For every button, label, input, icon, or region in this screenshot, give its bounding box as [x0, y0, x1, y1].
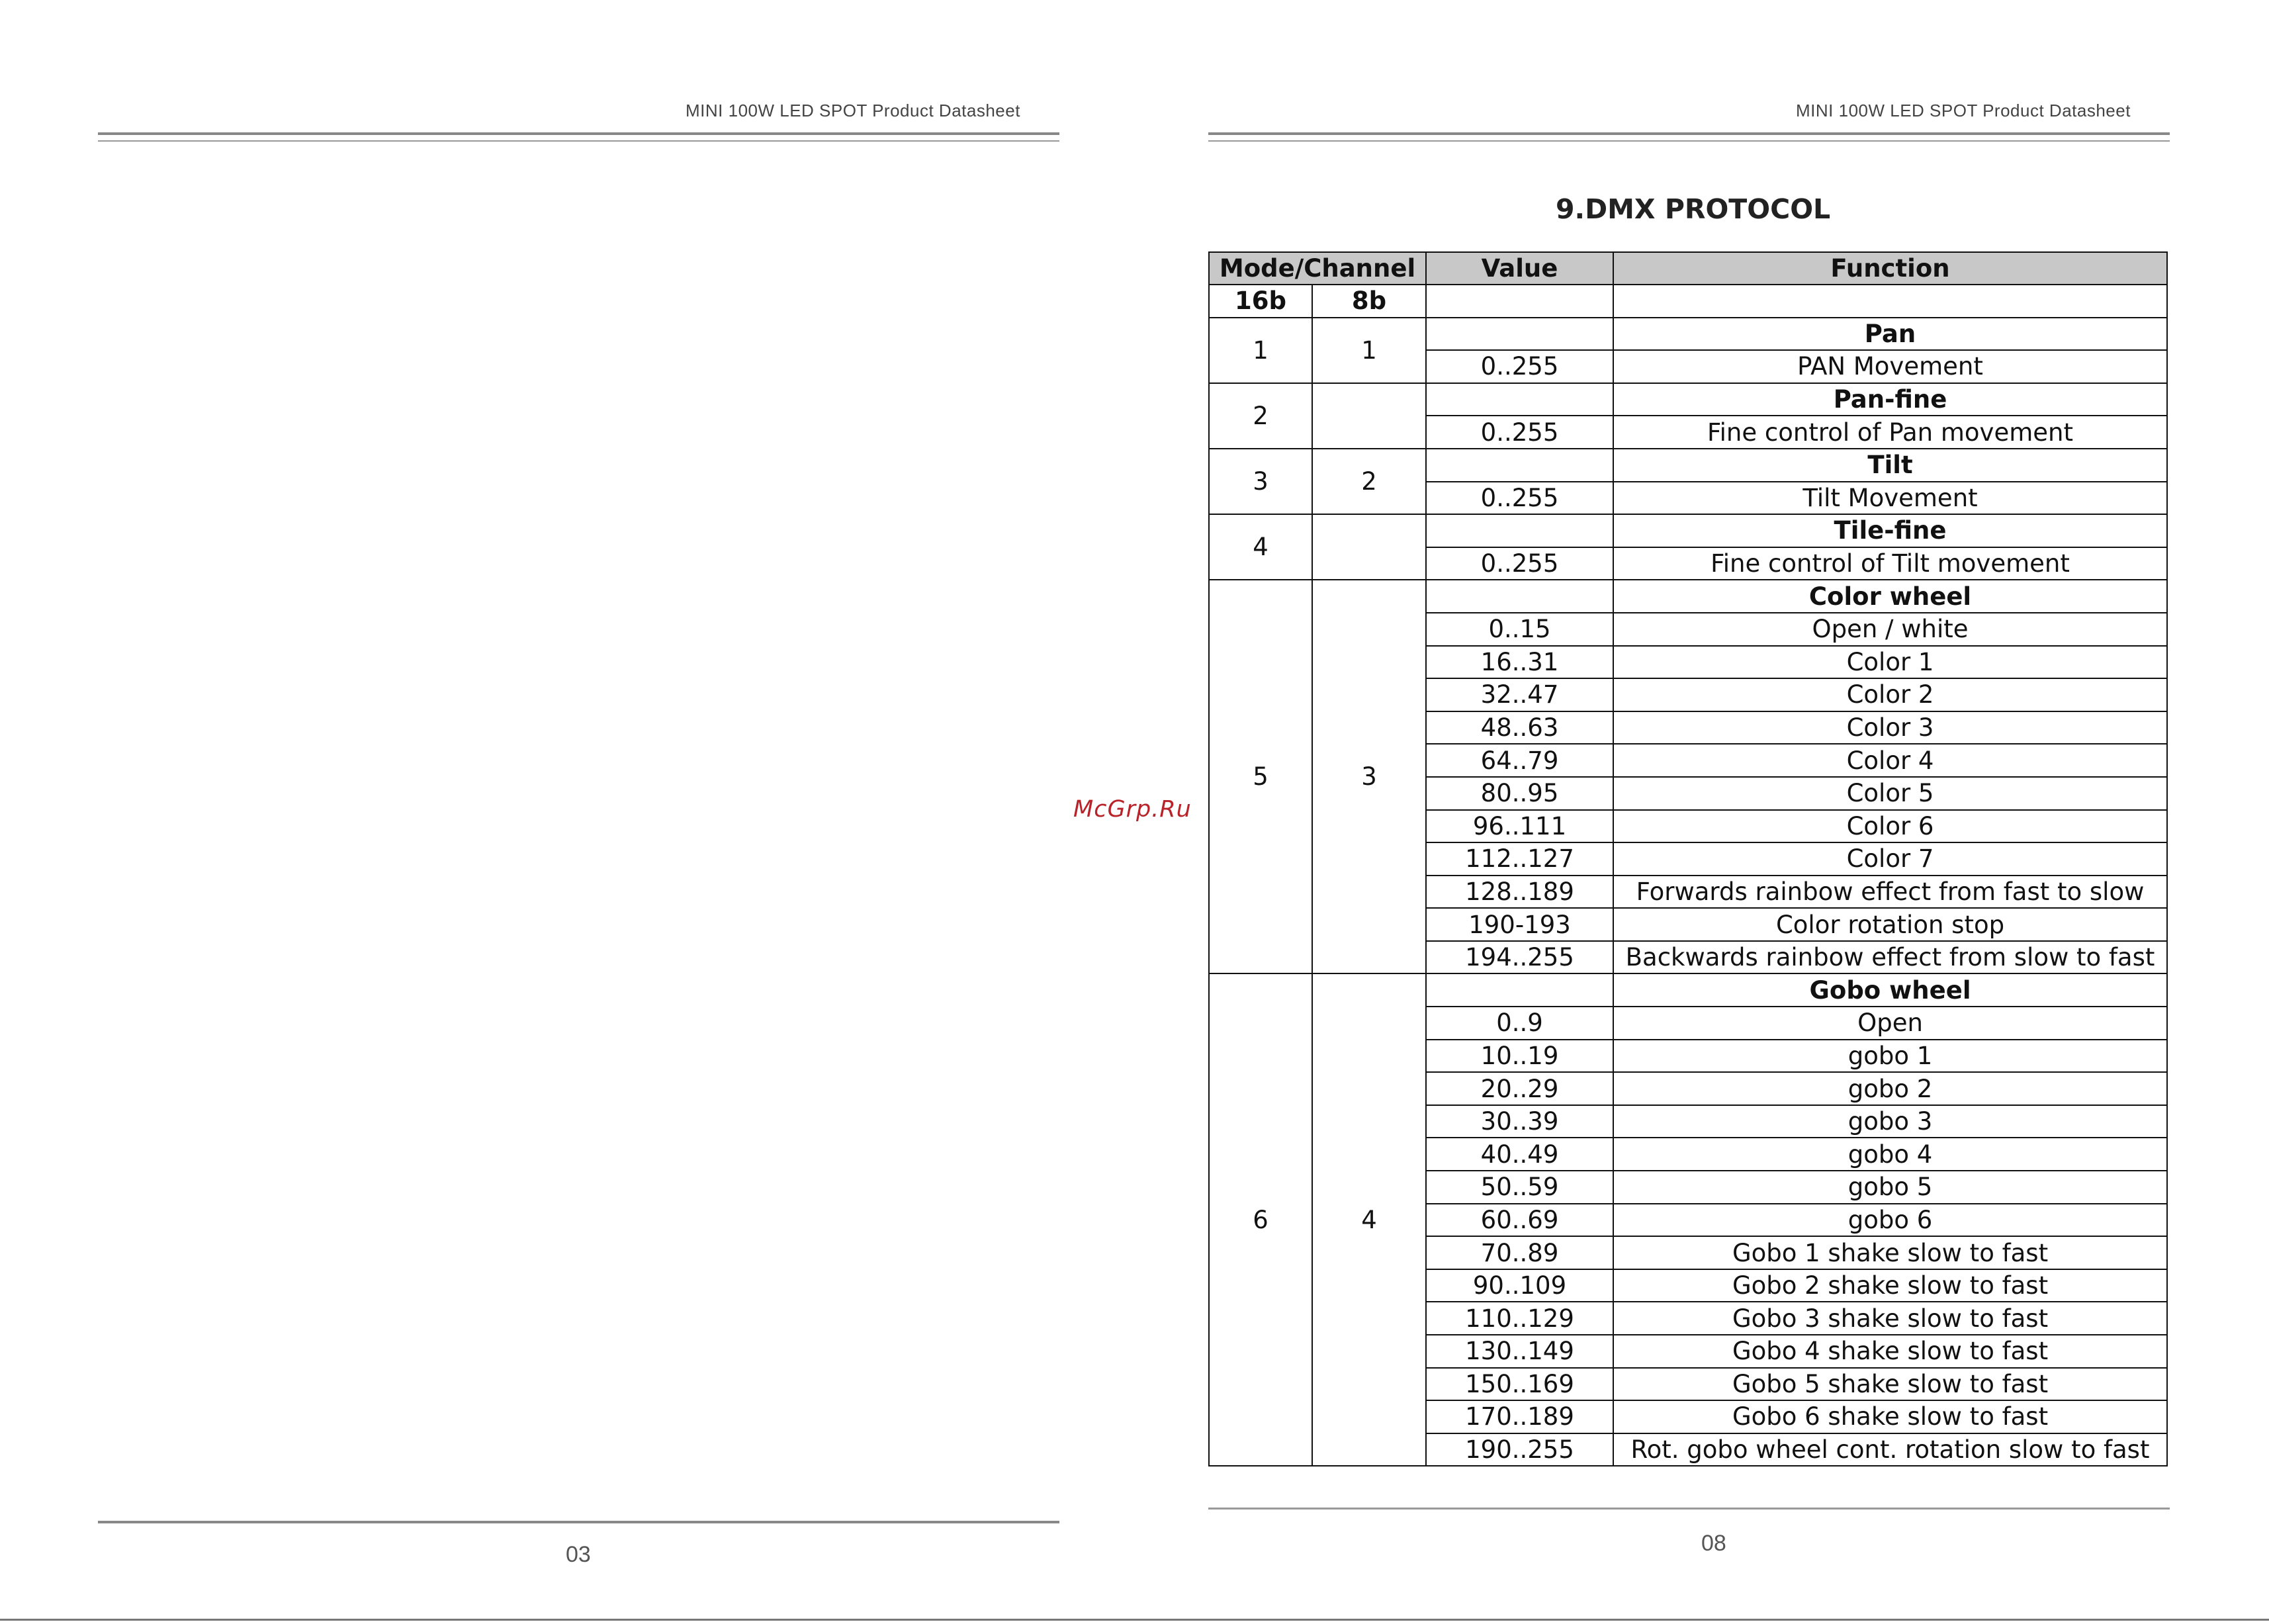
function-cell: Gobo 2 shake slow to fast [1613, 1269, 2167, 1302]
function-cell: Color 2 [1613, 678, 2167, 711]
channel-8b-cell: 3 [1312, 580, 1426, 973]
value-cell: 60..69 [1426, 1204, 1613, 1237]
table-subheader-row [1209, 285, 2167, 318]
value-cell: 0..255 [1426, 482, 1613, 515]
function-cell: Color 4 [1613, 744, 2167, 777]
value-cell: 90..109 [1426, 1269, 1613, 1302]
function-cell: Rot. gobo wheel cont. rotation slow to fast [1613, 1433, 2167, 1466]
function-cell: Open [1613, 1007, 2167, 1040]
function-cell: gobo 3 [1613, 1105, 2167, 1138]
value-cell-empty [1426, 580, 1613, 613]
value-cell: 0..9 [1426, 1007, 1613, 1040]
channel-16b-cell: 6 [1209, 973, 1312, 1466]
section-title: 9.DMX PROTOCOL [1556, 193, 1831, 225]
value-cell-empty [1426, 449, 1613, 482]
table-row [1209, 514, 2167, 547]
channel-8b-cell [1312, 514, 1426, 580]
function-cell: Color 1 [1613, 646, 2167, 679]
right-header-rule-thin [1208, 140, 2170, 142]
subheader-8b: 8b [1312, 285, 1426, 318]
left-page-number: 03 [566, 1542, 591, 1567]
value-cell: 110..129 [1426, 1302, 1613, 1335]
header-mode-channel: Mode/Channel [1209, 252, 1426, 285]
left-page [0, 0, 1125, 1615]
channel-16b-cell: 2 [1209, 383, 1312, 449]
table-row [1209, 383, 2167, 416]
function-group-title: Color wheel [1613, 580, 2167, 613]
right-header-title: MINI 100W LED SPOT Product Datasheet [1796, 101, 2131, 120]
header-value: Value [1426, 252, 1613, 285]
value-cell: 32..47 [1426, 678, 1613, 711]
value-cell: 10..19 [1426, 1040, 1613, 1073]
table-row [1209, 973, 2167, 1007]
channel-16b-cell: 3 [1209, 449, 1312, 514]
function-cell: gobo 1 [1613, 1040, 2167, 1073]
table-row [1209, 318, 2167, 351]
value-cell: 0..255 [1426, 350, 1613, 383]
channel-8b-cell: 4 [1312, 973, 1426, 1466]
subheader-value-empty [1426, 285, 1613, 318]
function-cell: Gobo 1 shake slow to fast [1613, 1236, 2167, 1269]
subheader-function-empty [1613, 285, 2167, 318]
function-cell: gobo 4 [1613, 1138, 2167, 1171]
channel-8b-cell [1312, 383, 1426, 449]
value-cell: 170..189 [1426, 1400, 1613, 1433]
value-cell: 40..49 [1426, 1138, 1613, 1171]
function-group-title: Pan [1613, 318, 2167, 351]
value-cell-empty [1426, 514, 1613, 547]
function-cell: Fine control of Pan movement [1613, 416, 2167, 449]
right-header-rule [1208, 132, 2170, 135]
channel-8b-cell: 1 [1312, 318, 1426, 383]
function-cell: Gobo 4 shake slow to fast [1613, 1335, 2167, 1368]
function-cell: Fine control of Tilt movement [1613, 547, 2167, 580]
value-cell: 150..169 [1426, 1368, 1613, 1401]
right-page-number: 08 [1701, 1531, 1726, 1556]
table-row [1209, 449, 2167, 482]
function-cell: Color 3 [1613, 711, 2167, 744]
function-group-title: Tilt [1613, 449, 2167, 482]
value-cell-empty [1426, 973, 1613, 1007]
function-cell: gobo 5 [1613, 1171, 2167, 1204]
watermark: McGrp.Ru [1073, 796, 1192, 823]
value-cell: 128..189 [1426, 876, 1613, 909]
value-cell: 50..59 [1426, 1171, 1613, 1204]
left-footer-rule [98, 1521, 1059, 1523]
function-cell: Color 7 [1613, 842, 2167, 876]
function-cell: Color 6 [1613, 810, 2167, 843]
value-cell: 70..89 [1426, 1236, 1613, 1269]
value-cell: 96..111 [1426, 810, 1613, 843]
channel-8b-cell: 2 [1312, 449, 1426, 514]
function-cell: Color rotation stop [1613, 908, 2167, 941]
value-cell: 64..79 [1426, 744, 1613, 777]
function-cell: gobo 6 [1613, 1204, 2167, 1237]
value-cell: 48..63 [1426, 711, 1613, 744]
function-cell: Forwards rainbow effect from fast to slow [1613, 876, 2167, 909]
function-cell: Gobo 3 shake slow to fast [1613, 1302, 2167, 1335]
value-cell: 130..149 [1426, 1335, 1613, 1368]
table-header-row [1209, 252, 2167, 285]
value-cell: 16..31 [1426, 646, 1613, 679]
value-cell-empty [1426, 318, 1613, 351]
dmx-protocol-table [1208, 251, 2168, 1466]
value-cell: 0..15 [1426, 613, 1613, 646]
left-header-rule [98, 132, 1059, 135]
function-cell: PAN Movement [1613, 350, 2167, 383]
subheader-16b: 16b [1209, 285, 1312, 318]
right-footer-rule [1208, 1508, 2170, 1510]
value-cell: 0..255 [1426, 416, 1613, 449]
page-bottom-edge [0, 1619, 2269, 1621]
channel-16b-cell: 5 [1209, 580, 1312, 973]
function-cell: Open / white [1613, 613, 2167, 646]
channel-16b-cell: 4 [1209, 514, 1312, 580]
value-cell: 112..127 [1426, 842, 1613, 876]
table-row [1209, 580, 2167, 613]
function-cell: Gobo 6 shake slow to fast [1613, 1400, 2167, 1433]
value-cell: 20..29 [1426, 1072, 1613, 1105]
value-cell: 30..39 [1426, 1105, 1613, 1138]
function-cell: Backwards rainbow effect from slow to fast [1613, 941, 2167, 974]
function-cell: Gobo 5 shake slow to fast [1613, 1368, 2167, 1401]
function-cell: gobo 2 [1613, 1072, 2167, 1105]
function-group-title: Tile-fine [1613, 514, 2167, 547]
channel-16b-cell: 1 [1209, 318, 1312, 383]
value-cell: 194..255 [1426, 941, 1613, 974]
value-cell-empty [1426, 383, 1613, 416]
left-header-rule-thin [98, 140, 1059, 142]
header-function: Function [1613, 252, 2167, 285]
value-cell: 0..255 [1426, 547, 1613, 580]
value-cell: 190-193 [1426, 908, 1613, 941]
left-header-title: MINI 100W LED SPOT Product Datasheet [686, 101, 1020, 120]
function-group-title: Gobo wheel [1613, 973, 2167, 1007]
function-group-title: Pan-fine [1613, 383, 2167, 416]
value-cell: 190..255 [1426, 1433, 1613, 1466]
dmx-table-body [1209, 252, 2167, 1466]
value-cell: 80..95 [1426, 777, 1613, 810]
function-cell: Color 5 [1613, 777, 2167, 810]
function-cell: Tilt Movement [1613, 482, 2167, 515]
